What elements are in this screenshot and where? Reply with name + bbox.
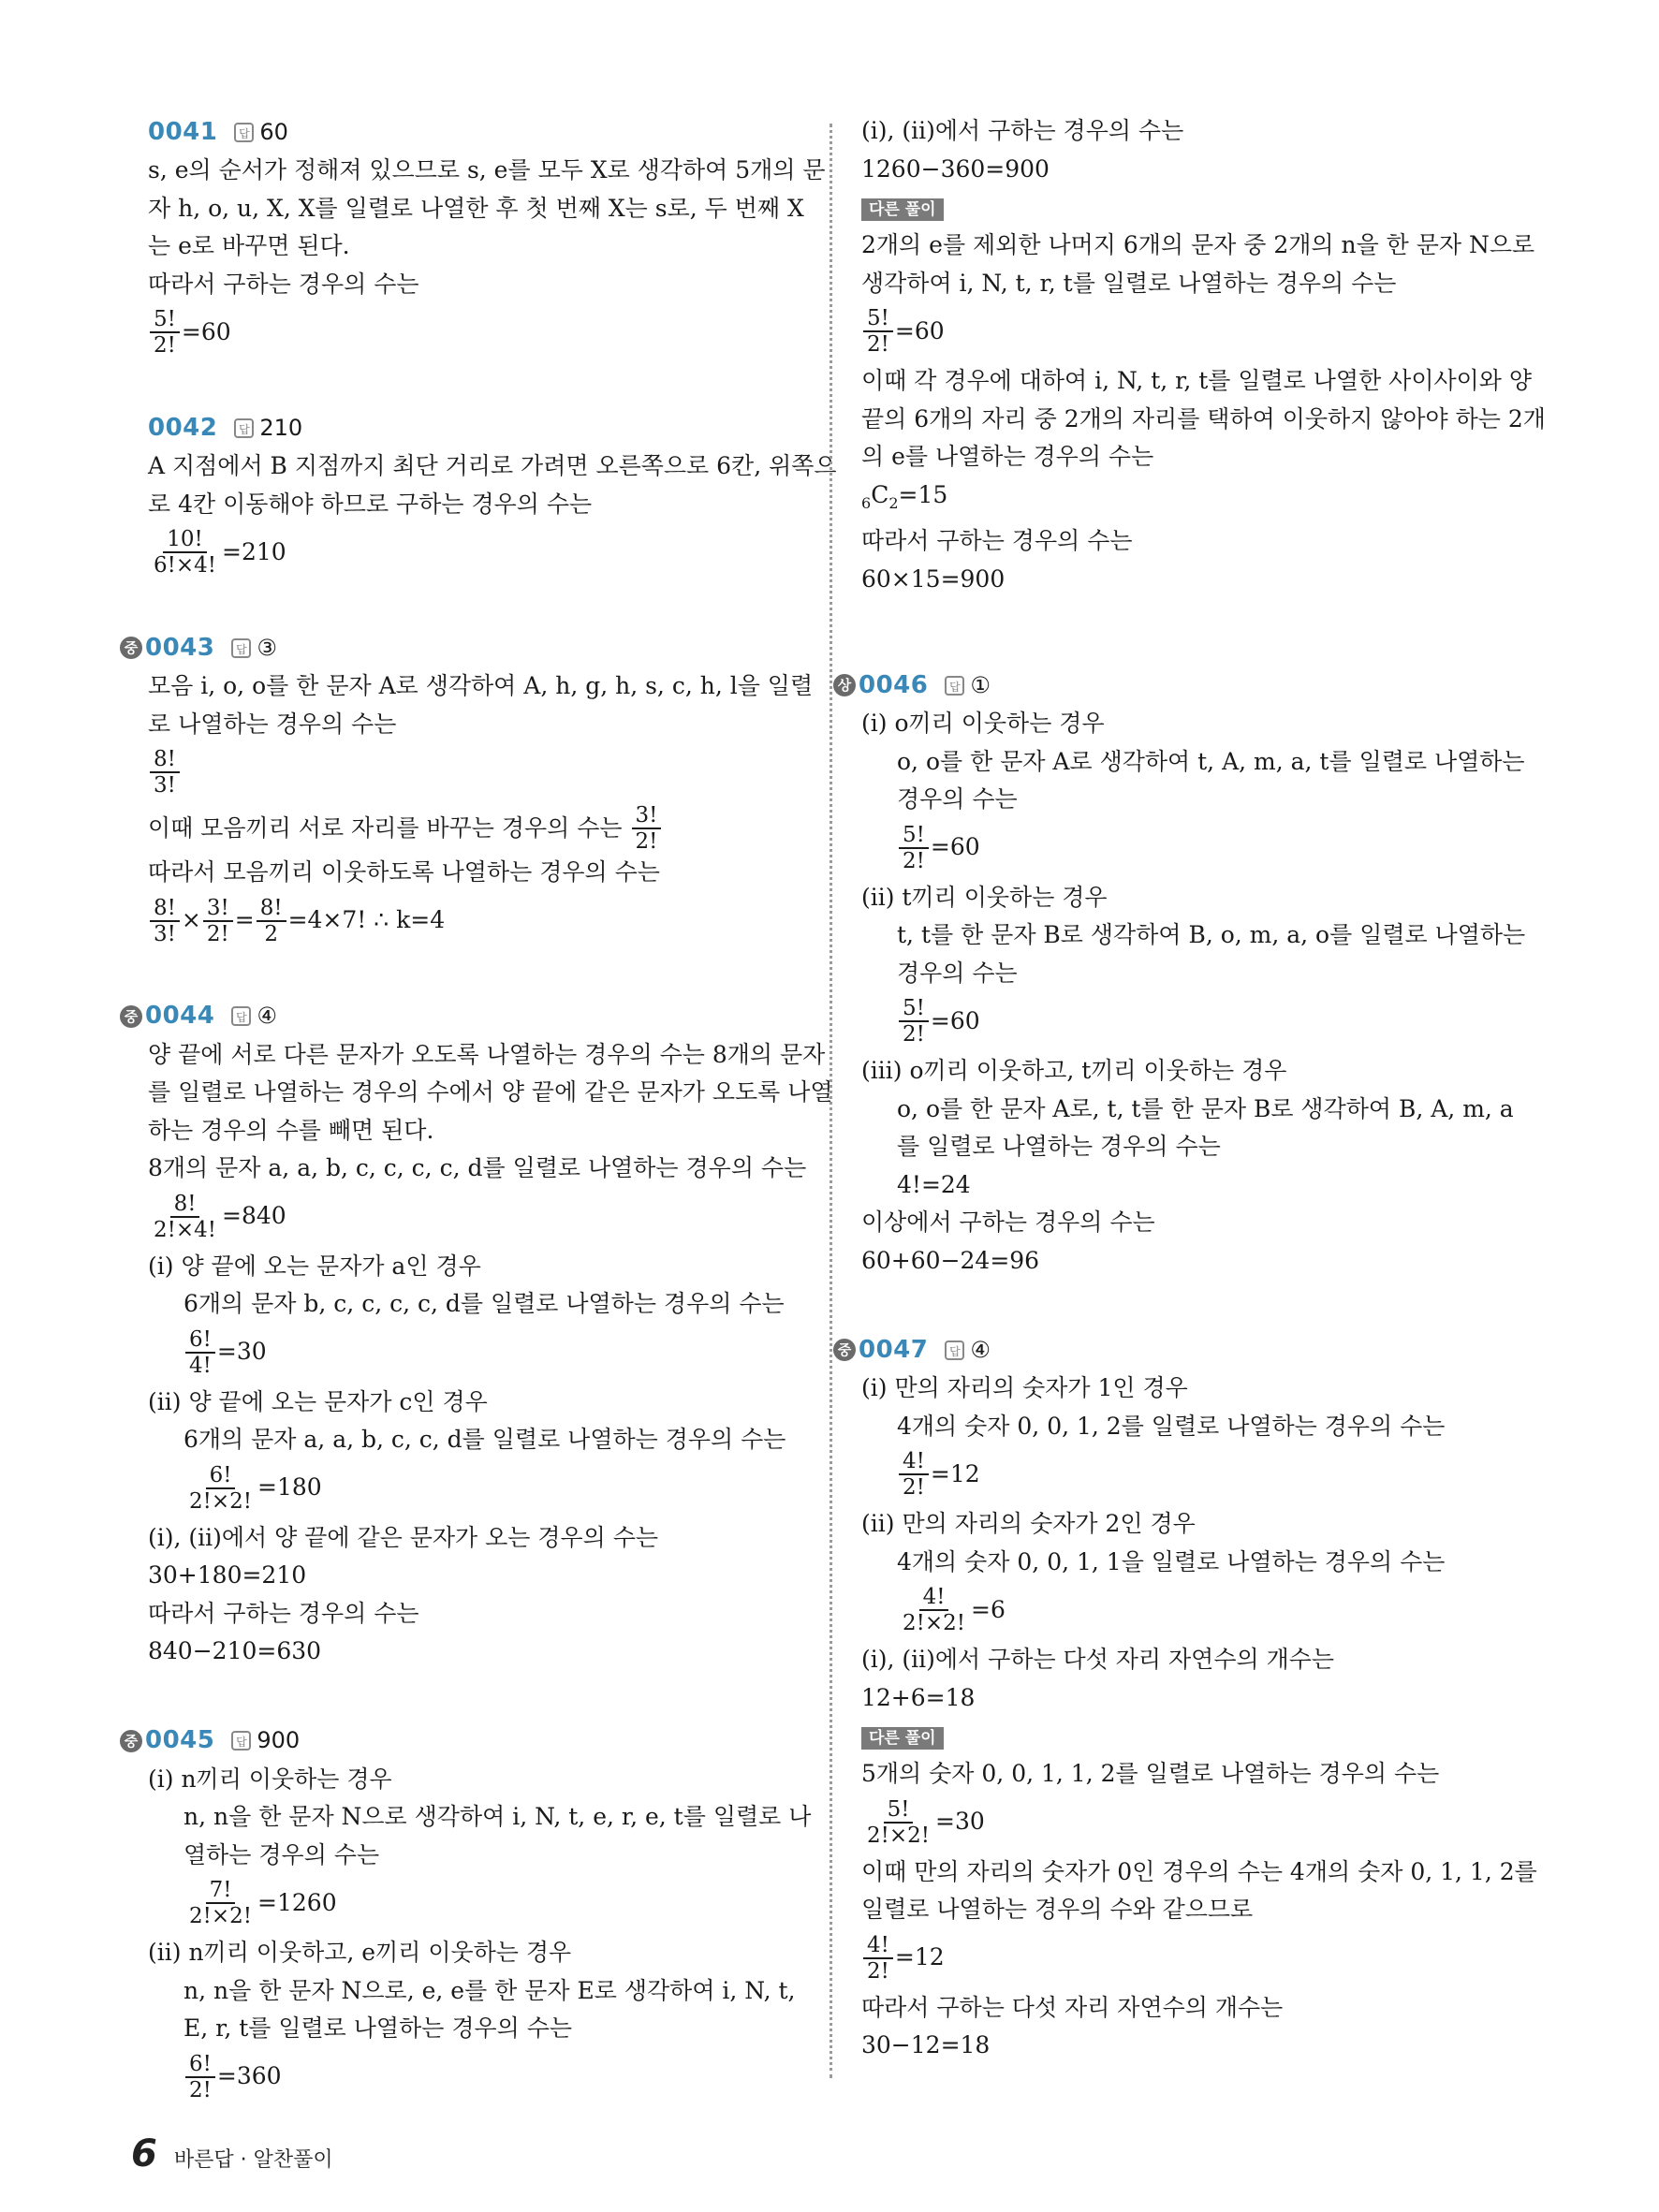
denominator: 2!×2! [189, 1904, 253, 1928]
problem-number: 0041 [148, 117, 218, 146]
text-line: 30+180=210 [148, 1561, 307, 1589]
fraction [150, 1192, 220, 1242]
text-line: 경우의 수는 [897, 959, 1018, 987]
numerator: 6! [185, 1327, 215, 1354]
formula-result: =60 [930, 833, 980, 861]
problem-0047 [837, 1330, 1537, 2065]
comb-n: 6 [861, 493, 872, 512]
problem-header [124, 997, 794, 1036]
numerator: 5! [863, 306, 893, 332]
text-line: 로 4칸 이동해야 하므로 구하는 경우의 수는 [148, 490, 593, 518]
numerator: 8! [150, 896, 180, 922]
fraction [185, 1463, 256, 1514]
denominator: 6!×4! [154, 553, 217, 578]
problem-header [148, 112, 794, 152]
text-line: 자 h, o, u, X, X를 일렬로 나열한 후 첫 번째 X는 s로, 두 번째 X [148, 194, 804, 222]
text-line: 4개의 숫자 0, 0, 1, 2를 일렬로 나열하는 경우의 수는 [897, 1412, 1446, 1440]
operator: = [234, 906, 255, 934]
fraction [185, 2052, 215, 2102]
answer-icon: 답 [234, 418, 254, 438]
line-text: 이때 모음끼리 서로 자리를 바꾸는 경우의 수는 [148, 813, 623, 842]
text-line: 생각하여 i, N, t, r, t를 일렬로 나열하는 경우의 수는 [861, 269, 1397, 297]
comb-value: =15 [898, 480, 948, 508]
numerator: 3! [632, 803, 662, 829]
text-line: (ⅰ) 양 끝에 오는 문자가 a인 경우 [148, 1252, 481, 1280]
problem-number: 0042 [148, 413, 218, 442]
text-line: 1260−360=900 [861, 154, 1050, 183]
fraction [632, 803, 662, 854]
text-line: o, o를 한 문자 A로, t, t를 한 문자 B로 생각하여 B, A, m, a [897, 1094, 1514, 1122]
text-line: 60+60−24=96 [861, 1246, 1040, 1274]
formula-result: =840 [222, 1202, 286, 1230]
text-line: 를 일렬로 나열하는 경우의 수에서 양 끝에 같은 문자가 오도록 나열 [148, 1078, 833, 1106]
text-line: 끝의 6개의 자리 중 2개의 자리를 택하여 이웃하지 않아야 하는 2개 [861, 404, 1546, 432]
fraction [150, 747, 180, 798]
denominator: 2! [189, 2077, 212, 2102]
formula-result: =6 [971, 1595, 1006, 1623]
text-line: 일렬로 나열하는 경우의 수와 같으므로 [861, 1896, 1254, 1923]
numerator: 4! [899, 1449, 929, 1475]
text-line: 따라서 구하는 경우의 수는 [861, 527, 1133, 554]
formula-line [148, 1463, 794, 1514]
answer-value: 900 [257, 1727, 301, 1754]
text-line: (ⅰ), (ⅱ)에서 구하는 다섯 자리 자연수의 개수는 [861, 1646, 1335, 1673]
denominator: 2!×2! [867, 1823, 931, 1848]
formula-result: =60 [930, 1006, 980, 1034]
formula-line [861, 996, 1517, 1047]
fraction [899, 823, 929, 873]
difficulty-badge: 중 [120, 1005, 142, 1028]
answer-value: ① [970, 671, 991, 698]
formula-line [861, 1449, 1517, 1500]
text-line: 60×15=900 [861, 564, 1006, 593]
answer-value: ③ [257, 634, 277, 661]
text-line: t, t를 한 문자 B로 생각하여 B, o, m, a, o를 일렬로 나열하는 [897, 921, 1526, 948]
text-line: E, r, t를 일렬로 나열하는 경우의 수는 [184, 2014, 573, 2042]
text-line: (ⅰ) 만의 자리의 숫자가 1인 경우 [861, 1374, 1188, 1401]
denominator: 3! [154, 773, 176, 798]
problem-header [837, 1330, 1517, 1370]
problem-header [837, 666, 1517, 705]
denominator: 2!×2! [189, 1488, 253, 1514]
denominator: 2! [903, 1475, 925, 1500]
formula-line [148, 307, 794, 358]
book-title: 바른답 · 알찬풀이 [173, 2148, 333, 2172]
difficulty-badge: 중 [120, 1730, 142, 1752]
denominator: 3! [154, 921, 176, 946]
text-line: A 지점에서 B 지점까지 최단 거리로 가려면 오른쪽으로 6칸, 위쪽으 [148, 452, 837, 479]
text-line: (ⅱ) t끼리 이웃하는 경우 [861, 883, 1108, 911]
text-line-with-fraction [148, 803, 794, 854]
fraction [203, 896, 233, 946]
numerator: 5! [150, 307, 180, 333]
text-line: 4!=24 [897, 1170, 971, 1198]
page-footer [131, 2132, 333, 2175]
problem-0045-continuation [861, 112, 1546, 598]
answer-icon: 답 [231, 1731, 251, 1751]
text-line: 이때 각 경우에 대하여 i, N, t, r, t를 일렬로 나열한 사이사이와 양 [861, 367, 1533, 394]
formula-line [148, 527, 794, 578]
problem-header [124, 628, 794, 667]
problem-header [148, 408, 794, 447]
denominator: 2! [903, 1022, 925, 1047]
denominator: 2!×2! [903, 1611, 966, 1635]
numerator: 4! [863, 1933, 893, 1959]
text-line: (ⅰ) n끼리 이웃하는 경우 [148, 1765, 392, 1793]
text-line: (ⅰ) o끼리 이웃하는 경우 [861, 710, 1105, 737]
text-line: 8개의 문자 a, a, b, c, c, c, c, d를 일렬로 나열하는 경우의 수는 [148, 1154, 807, 1181]
text-line: 따라서 구하는 경우의 수는 [148, 1599, 419, 1627]
denominator: 2 [264, 921, 278, 946]
fraction [185, 1327, 215, 1378]
text-line: 양 끝에 서로 다른 문자가 오도록 나열하는 경우의 수는 8개의 문자 [148, 1040, 826, 1068]
comb-r: 2 [888, 493, 899, 512]
answer-icon: 답 [945, 676, 964, 696]
denominator: 4! [189, 1353, 212, 1378]
comb-c: C [871, 480, 889, 508]
text-line: (ⅰ), (ⅱ)에서 구하는 경우의 수는 [861, 117, 1184, 144]
text-line: 5개의 숫자 0, 0, 1, 1, 2를 일렬로 나열하는 경우의 수는 [861, 1760, 1440, 1787]
text-line: n, n을 한 문자 N으로 생각하여 i, N, t, e, r, e, t를 일렬로 나 [184, 1803, 812, 1830]
fraction [150, 527, 220, 578]
answer-icon: 답 [231, 638, 251, 658]
answer-icon: 답 [231, 1006, 251, 1026]
text-line: 모음 i, o, o를 한 문자 A로 생각하여 A, h, g, h, s, c, h, l을 일렬 [148, 672, 814, 699]
text-line: 의 e를 나열하는 경우의 수는 [861, 443, 1154, 470]
problem-0046 [837, 666, 1526, 1280]
problem-number: 0044 [145, 1002, 215, 1031]
formula-line [861, 823, 1517, 873]
problem-0043 [124, 628, 814, 946]
problem-0044 [124, 997, 833, 1671]
text-line: (ⅰ), (ⅱ)에서 양 끝에 같은 문자가 오는 경우의 수는 [148, 1523, 659, 1551]
text-line: 이상에서 구하는 경우의 수는 [861, 1209, 1155, 1236]
text-line: 열하는 경우의 수는 [184, 1840, 380, 1868]
problem-0045 [124, 1721, 812, 2102]
problem-number: 0043 [145, 633, 215, 662]
formula-line [148, 1878, 794, 1928]
denominator: 2! [867, 1958, 889, 1984]
fraction [899, 996, 929, 1047]
fraction [863, 1797, 933, 1848]
formula-line [861, 306, 1517, 357]
formula-result: =210 [222, 537, 286, 565]
fraction [150, 896, 180, 946]
text-line: 이때 만의 자리의 숫자가 0인 경우의 수는 4개의 숫자 0, 1, 1, 2를 [861, 1857, 1537, 1885]
text-line: 840−210=630 [148, 1637, 322, 1664]
text-line: 4개의 숫자 0, 0, 1, 1을 일렬로 나열하는 경우의 수는 [897, 1547, 1446, 1575]
formula-result: =60 [181, 317, 231, 345]
fraction [899, 1449, 929, 1500]
column-divider [830, 124, 832, 2078]
denominator: 2! [206, 921, 229, 946]
denominator: 2! [903, 848, 925, 873]
difficulty-badge: 중 [120, 637, 142, 659]
text-line: 따라서 구하는 다섯 자리 자연수의 개수는 [861, 1993, 1284, 2021]
fraction [863, 1933, 893, 1984]
left-column [124, 112, 837, 2153]
text-line: n, n을 한 문자 N으로, e, e를 한 문자 E로 생각하여 i, N, t, [184, 1976, 796, 2004]
fraction [185, 1878, 256, 1928]
numerator: 5! [899, 996, 929, 1022]
formula-result: =180 [257, 1473, 322, 1502]
difficulty-badge: 상 [833, 674, 856, 696]
formula-result: =60 [894, 316, 945, 344]
problem-0041 [148, 112, 826, 358]
formula-result: =1260 [257, 1888, 337, 1916]
numerator: 6! [206, 1463, 236, 1489]
problem-header [124, 1721, 794, 1761]
difficulty-badge: 중 [833, 1339, 856, 1361]
denominator: 2! [154, 333, 176, 358]
formula-line [148, 1327, 794, 1378]
text-line: 30−12=18 [861, 2031, 991, 2058]
page-number: 6 [131, 2132, 157, 2175]
operator: × [181, 906, 201, 934]
formula-result: =4×7! ∴ k=4 [287, 906, 446, 934]
fraction [863, 306, 893, 357]
alt-solution-label: 다른 풀이 [861, 198, 944, 221]
answer-icon: 답 [234, 123, 254, 142]
denominator: 2! [635, 829, 658, 854]
formula-line [148, 2052, 794, 2102]
text-line: (ⅱ) 양 끝에 오는 문자가 c인 경우 [148, 1387, 488, 1415]
numerator: 8! [257, 896, 286, 922]
text-line: (ⅱ) n끼리 이웃하고, e끼리 이웃하는 경우 [148, 1939, 572, 1966]
text-line: 2개의 e를 제외한 나머지 6개의 문자 중 2개의 n을 한 문자 N으로 [861, 231, 1535, 258]
formula-line [148, 896, 794, 946]
text-line: 는 e로 바꾸면 된다. [148, 232, 350, 259]
formula-result: =12 [930, 1459, 980, 1487]
denominator: 2! [867, 332, 889, 357]
numerator: 8! [150, 747, 180, 773]
text-line: 따라서 모음끼리 이웃하도록 나열하는 경우의 수는 [148, 858, 660, 886]
text-line: 로 나열하는 경우의 수는 [148, 710, 397, 738]
text-line: 따라서 구하는 경우의 수는 [148, 270, 419, 298]
numerator: 5! [884, 1797, 914, 1824]
formula-line [861, 1933, 1517, 1984]
alt-solution-label: 다른 풀이 [861, 1727, 944, 1750]
text-line: s, e의 순서가 정해져 있으므로 s, e를 모두 X로 생각하여 5개의 문 [148, 156, 826, 183]
answer-value: 60 [259, 118, 288, 145]
numerator: 6! [185, 2052, 215, 2078]
numerator: 8! [170, 1192, 200, 1218]
answer-value: 210 [259, 414, 303, 441]
answer-value: ④ [257, 1003, 277, 1030]
formula-result: =360 [216, 2062, 282, 2090]
answer-icon: 답 [945, 1340, 964, 1360]
text-line: 하는 경우의 수를 빼면 된다. [148, 1116, 434, 1144]
text-line: o, o를 한 문자 A로 생각하여 t, A, m, a, t를 일렬로 나열하는 [897, 747, 1525, 775]
formula-line [148, 747, 794, 798]
fraction [257, 896, 286, 946]
formula-line [148, 1192, 794, 1242]
text-line: 6개의 문자 a, a, b, c, c, d를 일렬로 나열하는 경우의 수는 [184, 1426, 786, 1453]
text-line: (ⅲ) o끼리 이웃하고, t끼리 이웃하는 경우 [861, 1057, 1287, 1084]
problem-number: 0047 [859, 1335, 929, 1364]
numerator: 5! [899, 823, 929, 849]
formula-line [861, 1585, 1517, 1635]
text-line: 경우의 수는 [897, 785, 1018, 813]
right-column [837, 112, 1546, 2116]
fraction [899, 1585, 969, 1635]
formula-result: =30 [216, 1338, 267, 1366]
problem-number: 0045 [145, 1726, 215, 1755]
numerator: 4! [919, 1585, 949, 1611]
numerator: 7! [206, 1878, 236, 1904]
formula-result: =12 [894, 1943, 945, 1971]
text-line: (ⅱ) 만의 자리의 숫자가 2인 경우 [861, 1510, 1196, 1537]
answer-value: ④ [970, 1336, 991, 1363]
formula-result: =30 [935, 1808, 985, 1836]
text-line: 12+6=18 [861, 1683, 976, 1711]
formula-line [861, 1797, 1517, 1848]
problem-0042 [148, 408, 837, 578]
combination-line [861, 476, 1517, 523]
fraction [150, 307, 180, 358]
text-line: 6개의 문자 b, c, c, c, c, d를 일렬로 나열하는 경우의 수는 [184, 1290, 785, 1317]
text-line: 를 일렬로 나열하는 경우의 수는 [897, 1133, 1221, 1160]
numerator: 3! [203, 896, 233, 922]
numerator: 10! [163, 527, 207, 553]
denominator: 2!×4! [154, 1217, 217, 1242]
problem-number: 0046 [859, 670, 929, 699]
